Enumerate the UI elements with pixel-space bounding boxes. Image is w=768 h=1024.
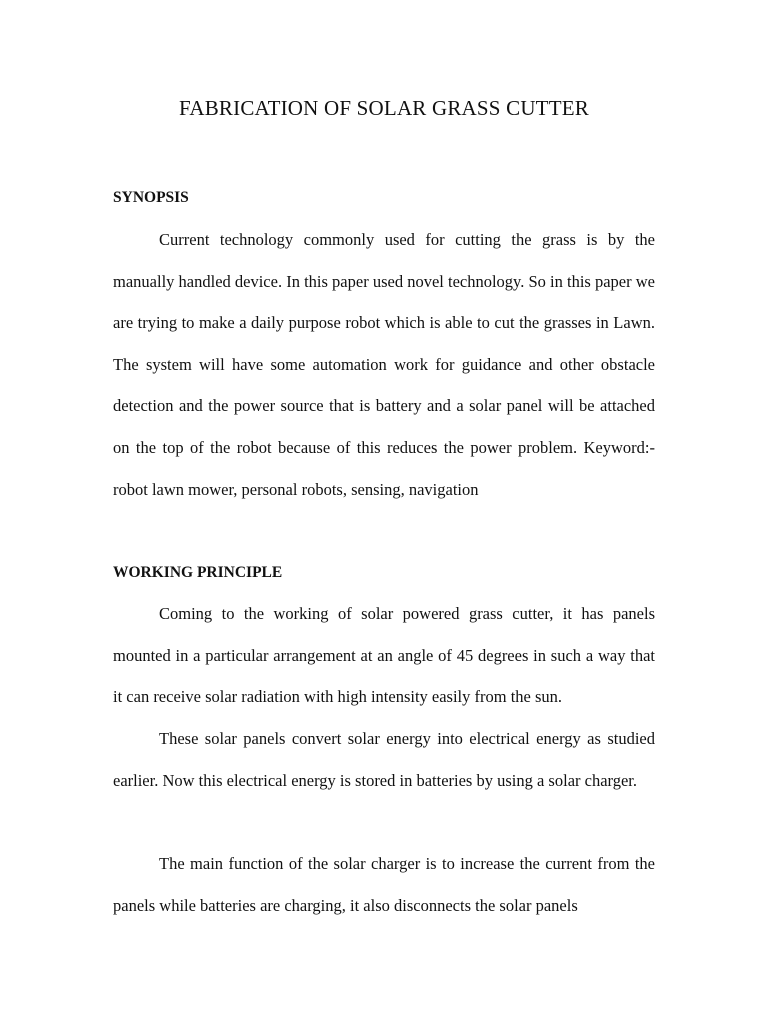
synopsis-paragraph: Current technology commonly used for cutting the grass is by the manually handled device. In this paper used novel technology. So in this paper we are trying to make a daily purpose robot which is able to cut the grasses in Lawn. The system will have some automation work for guidance and other obstacle detection and the power source that is battery and a solar panel will be attached on the top of the robot because of this reduces the power problem. Keyword:- robot lawn mower, personal robots, sensing, navigation [113, 230, 655, 499]
section-heading-synopsis: SYNOPSIS [113, 189, 189, 206]
working-principle-paragraph-3: The main function of the solar charger is to increase the current from the panels while batteries are charging, it also disconnects the solar panels [113, 854, 655, 915]
working-principle-paragraph-2: These solar panels convert solar energy into electrical energy as studied earlier. Now this electrical energy is stored in batteries by using a solar charger. [113, 729, 655, 790]
working-principle-paragraph-1: Coming to the working of solar powered grass cutter, it has panels mounted in a particular arrangement at an angle of 45 degrees in such a way that it can receive solar radiation with high intensity easily from the sun. [113, 604, 655, 707]
section-heading-working-principle: WORKING PRINCIPLE [113, 564, 283, 581]
document-title: FABRICATION OF SOLAR GRASS CUTTER [179, 96, 589, 120]
